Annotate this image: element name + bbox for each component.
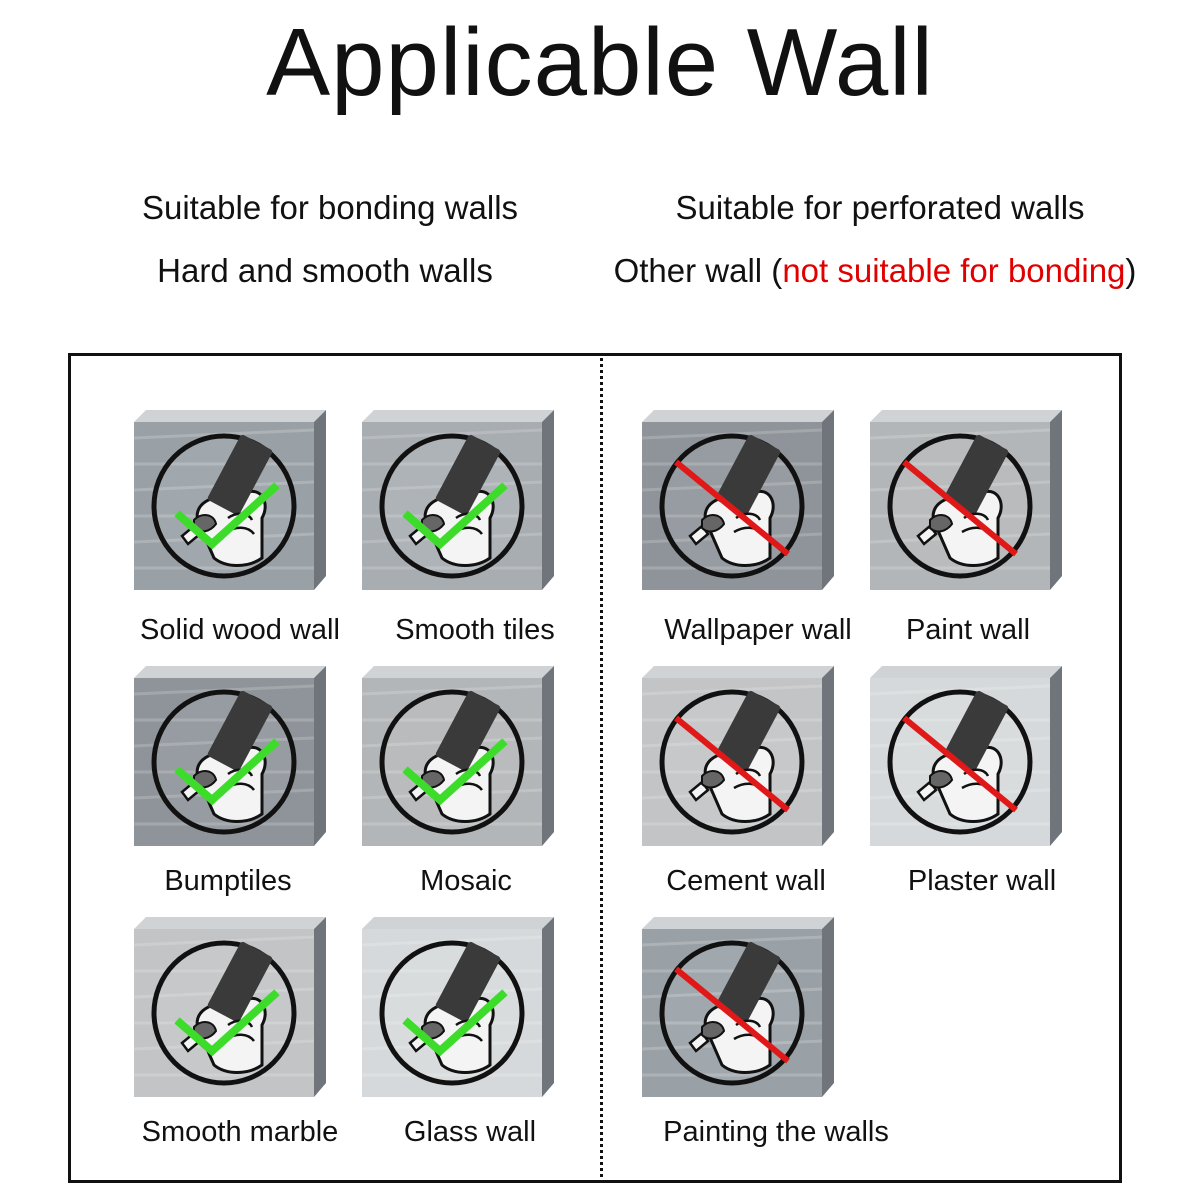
- solid-wood-wall-label: Solid wood wall: [140, 614, 340, 646]
- cross-icon: [638, 408, 838, 608]
- right-header-line1: Suitable for perforated walls: [675, 189, 1085, 226]
- wallpaper-wall-tile: [638, 408, 838, 608]
- check-icon: [130, 915, 330, 1115]
- cross-icon: [866, 408, 1066, 608]
- bumptiles-label: Bumptiles: [164, 865, 292, 897]
- solid-wood-wall-tile: [130, 408, 330, 608]
- check-icon: [358, 664, 558, 864]
- mosaic-label: Mosaic: [420, 865, 512, 897]
- smooth-tiles-label: Smooth tiles: [395, 614, 555, 646]
- check-icon: [358, 915, 558, 1115]
- right-header-suffix: ): [1125, 252, 1137, 289]
- check-icon: [130, 408, 330, 608]
- mosaic-tile: [358, 664, 558, 864]
- paint-wall-label: Paint wall: [905, 614, 1031, 646]
- plaster-wall-tile: [866, 664, 1066, 864]
- cross-icon: [638, 664, 838, 864]
- paint-wall-tile: [866, 408, 1066, 608]
- smooth-marble-tile: [130, 915, 330, 1115]
- right-header-prefix: Other wall (: [613, 252, 783, 289]
- right-header-line2: [600, 251, 1150, 291]
- smooth-tiles-tile: [358, 408, 558, 608]
- page-title: Applicable Wall: [266, 9, 934, 116]
- painting-the-walls-label: Painting the walls: [663, 1116, 889, 1148]
- painting-the-walls-tile: [638, 915, 838, 1115]
- cement-wall-tile: [638, 664, 838, 864]
- glass-wall-label: Glass wall: [403, 1116, 537, 1148]
- left-header-line2: Hard and smooth walls: [157, 252, 493, 289]
- dotted-divider: [600, 353, 603, 1183]
- check-icon: [358, 408, 558, 608]
- glass-wall-tile: [358, 915, 558, 1115]
- check-icon: [130, 664, 330, 864]
- plaster-wall-label: Plaster wall: [907, 865, 1057, 897]
- wallpaper-wall-label: Wallpaper wall: [664, 614, 852, 646]
- left-header-line1: Suitable for bonding walls: [141, 189, 519, 226]
- cross-icon: [638, 915, 838, 1115]
- smooth-marble-label: Smooth marble: [141, 1116, 339, 1148]
- cross-icon: [866, 664, 1066, 864]
- cement-wall-label: Cement wall: [666, 865, 826, 897]
- not-suitable-highlight: not suitable for bonding: [782, 252, 1126, 289]
- bumptiles-tile: [130, 664, 330, 864]
